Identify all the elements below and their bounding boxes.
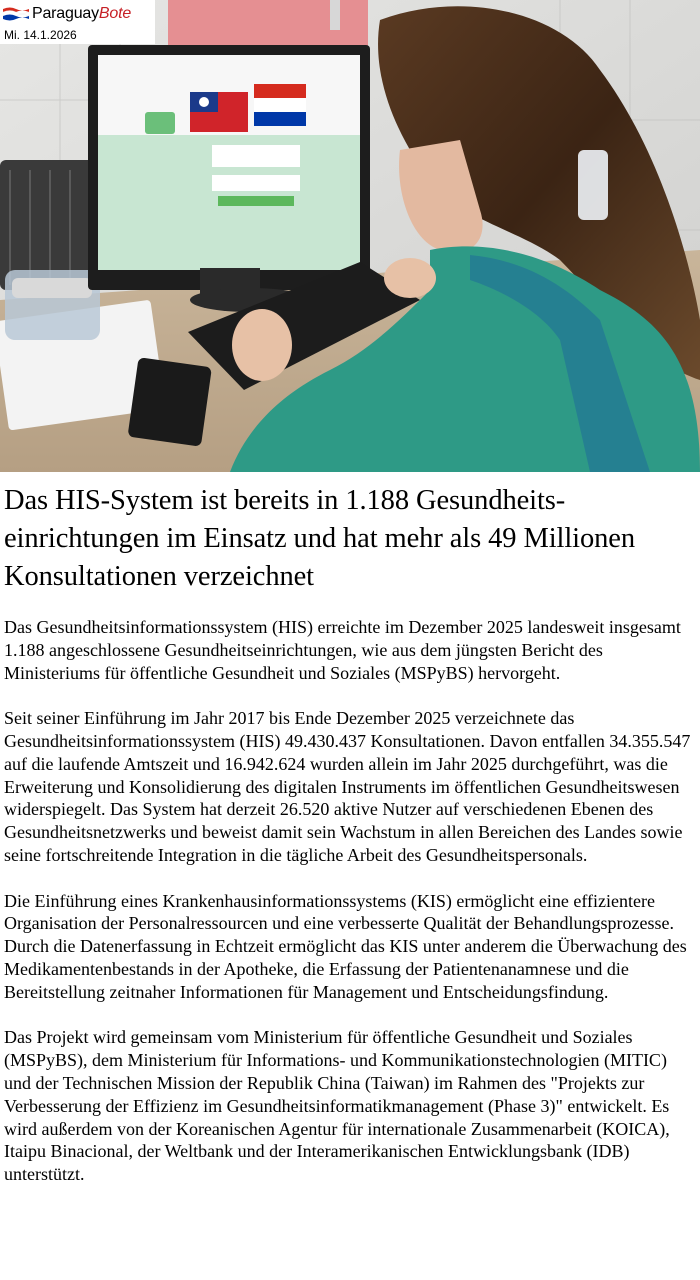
article-photo-illustration [0, 0, 700, 472]
site-logo[interactable] [3, 3, 131, 25]
article-photo [0, 0, 700, 472]
paraguay-flag-icon [3, 6, 29, 22]
site-masthead[interactable] [0, 0, 155, 44]
article-paragraph-1: Das Gesundheitsinformationssystem (HIS) erreichte im Dezember 2025 landesweit insgesamt 1.188 angeschlossene Gesundheitseinrichtungen, wie aus dem jüngsten Bericht des Ministeriums für öffentliche Gesundheit und Soziales (MSPyBS) hervorgeht. [4, 617, 681, 683]
article-paragraph-4: Das Projekt wird gemeinsam vom Ministerium für öffentliche Gesundheit und Soziales (MSPyBS), dem Ministerium für Informations- und Kommunikationstechnologien (MITIC) und der Technischen Mission der Republik China (Taiwan) im Rahmen des "Projekts zur Verbesserung der Effizienz im Gesundheitsinformatikmanagement (Phase 3)" entwickelt. Es wird außerdem von der Koreanischen Agentur für internationale Zusammenarbeit (KOICA), Itaipu Binacional, der Weltbank und der Interamerikanischen Entwicklungsbank (IDB) unterstützt. [4, 1027, 670, 1185]
article-headline: Das HIS-System ist bereits in 1.188 Gesundheits-einrichtungen im Einsatz und hat mehr als 49 Millionen Konsultationen verzeichnet [4, 485, 635, 592]
publication-date: Mi. 14.1.2026 [4, 28, 77, 42]
site-name-part2: Bote [98, 5, 132, 22]
site-name-part1: Paraguay [32, 5, 99, 22]
article-body [4, 616, 694, 1209]
article-paragraph-3: Die Einführung eines Krankenhausinformationssystems (KIS) ermöglicht eine effizientere Organisation der Personalressourcen und eine verbesserte Qualität der Behandlungsprozesse. Durch die Datenerfassung in Echtzeit ermöglicht das KIS unter anderem die Überwachung des Medikamentenbestands in der Apotheke, die Erfassung der Patientenanamnese und die Bereitstellung zeitnaher Informationen für Management und Entscheidungsfindung. [4, 890, 687, 1002]
site-name [32, 4, 131, 24]
article-paragraph-2: Seit seiner Einführung im Jahr 2017 bis Ende Dezember 2025 verzeichnete das Gesundheitsinformationssystem (HIS) 49.430.437 Konsultationen. Davon entfallen 34.355.547 auf die laufende Amtszeit und 16.942.624 wurden allein im Jahr 2025 durchgeführt, was die Erweiterung und Konsolidierung des digitalen Instruments im öffentlichen Gesundheitswesen widerspiegelt. Das System hat derzeit 26.520 aktive Nutzer auf verschiedenen Ebenen des Gesundheitsnetzwerks und beweist damit sein Wachstum in allen Bereichen des Landes sowie seine fortschreitende Integration in die tägliche Arbeit des Gesundheitspersonals. [4, 708, 691, 865]
